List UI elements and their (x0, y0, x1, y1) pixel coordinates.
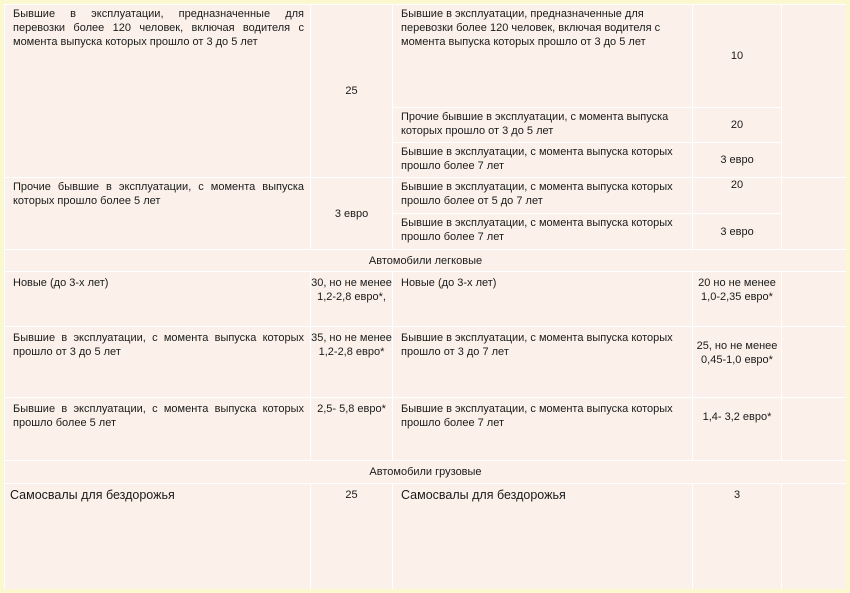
section-title-passenger-cars: Автомобили легковые (5, 250, 847, 272)
right-description: Прочие бывшие в эксплуатации, с момента выпуска которых прошло от 3 до 5 лет (393, 108, 693, 143)
table-row (5, 484, 847, 590)
right-description: Бывшие в эксплуатации, с момента выпуска которых прошло от 3 до 7 лет (393, 327, 693, 398)
table-row (5, 250, 847, 272)
left-value: 35, но не менее 1,2-2,8 евро* (311, 327, 393, 398)
left-description: Прочие бывшие в эксплуатации, с момента выпуска которых прошло более 5 лет (5, 178, 311, 250)
table-row (5, 398, 847, 461)
right-value: 20 (693, 178, 782, 214)
right-description: Бывшие в эксплуатации, с момента выпуска которых прошло более 7 лет (393, 398, 693, 461)
empty-cell (782, 398, 847, 461)
left-description: Бывшие в эксплуатации, предназначенные для перевозки более 120 человек, включая водителя с момента выпуска которых прошло от 3 до 5 лет (5, 5, 311, 178)
empty-cell (782, 327, 847, 398)
empty-cell (782, 5, 847, 178)
section-title-trucks: Автомобили грузовые (5, 461, 847, 484)
right-description: Самосвалы для бездорожья (393, 484, 693, 590)
left-description: Бывшие в эксплуатации, с момента выпуска которых прошло от 3 до 5 лет (5, 327, 311, 398)
document-page (4, 4, 846, 589)
right-description: Бывшие в эксплуатации, с момента выпуска которых прошло более 7 лет (393, 214, 693, 250)
right-value: 3 (693, 484, 782, 590)
table-row (5, 327, 847, 398)
right-value: 10 (693, 5, 782, 108)
left-description: Бывшие в эксплуатации, с момента выпуска которых прошло более 5 лет (5, 398, 311, 461)
right-value: 3 евро (693, 143, 782, 178)
table-row (5, 178, 847, 214)
empty-cell (782, 178, 847, 250)
right-description: Бывшие в эксплуатации, с момента выпуска которых прошло более 7 лет (393, 143, 693, 178)
right-value: 3 евро (693, 214, 782, 250)
right-description: Бывшие в эксплуатации, предназначенные для перевозки более 120 человек, включая водителя с момента выпуска которых прошло от 3 до 5 лет (393, 5, 693, 108)
right-value: 20 но не менее 1,0-2,35 евро* (693, 272, 782, 327)
right-value: 20 (693, 108, 782, 143)
right-description: Бывшие в эксплуатации, с момента выпуска которых прошло более от 5 до 7 лет (393, 178, 693, 214)
left-value: 3 евро (311, 178, 393, 250)
left-value: 2,5- 5,8 евро* (311, 398, 393, 461)
table-row (5, 5, 847, 108)
left-value: 25 (311, 5, 393, 178)
left-value: 30, но не менее 1,2-2,8 евро*, (311, 272, 393, 327)
empty-cell (782, 484, 847, 590)
right-value: 25, но не менее 0,45-1,0 евро* (693, 327, 782, 398)
table-row (5, 272, 847, 327)
right-value: 1,4- 3,2 евро* (693, 398, 782, 461)
left-value: 25 (311, 484, 393, 590)
right-description: Новые (до 3-х лет) (393, 272, 693, 327)
empty-cell (782, 272, 847, 327)
customs-duty-table (4, 4, 846, 589)
left-description: Новые (до 3-х лет) (5, 272, 311, 327)
left-description: Самосвалы для бездорожья (5, 484, 311, 590)
table-row (5, 461, 847, 484)
